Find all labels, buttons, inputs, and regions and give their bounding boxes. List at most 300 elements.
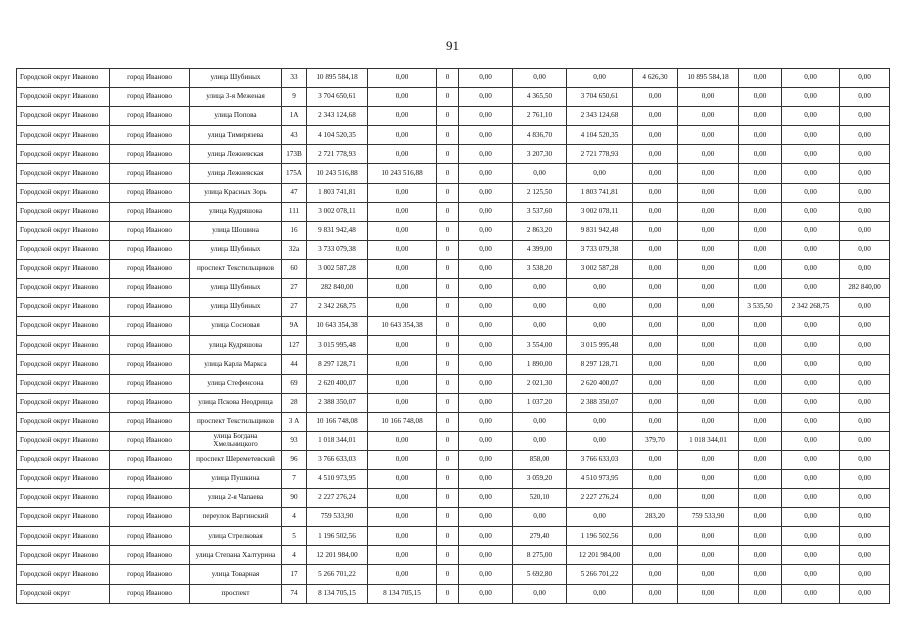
amount-col-14-cell: 0,00	[782, 126, 840, 145]
area-col-13-cell: 0,00	[739, 202, 782, 221]
amount-col-6-cell: 0,00	[368, 374, 437, 393]
street-cell: улица Пскова Неодрища	[190, 393, 282, 412]
total-cost-cell: 8 134 705,15	[307, 584, 368, 603]
settlement-cell: город Иваново	[110, 469, 190, 488]
table-row	[17, 393, 890, 412]
municipality-cell: Городской округ	[17, 584, 110, 603]
table-row	[17, 527, 890, 546]
area-col-9-cell: 0,00	[513, 431, 567, 450]
amount-col-14-cell: 0,00	[782, 88, 840, 107]
area-col-13-cell: 0,00	[739, 584, 782, 603]
amount-col-6-cell: 0,00	[368, 450, 437, 469]
count-col-7-cell: 0	[437, 565, 459, 584]
total-cost-cell: 3 704 650,61	[307, 88, 368, 107]
amount-col-12-cell: 0,00	[678, 145, 739, 164]
count-col-7-cell: 0	[437, 145, 459, 164]
area-col-13-cell: 0,00	[739, 469, 782, 488]
amount-col-8-cell: 0,00	[459, 431, 513, 450]
total-cost-cell: 10 166 748,08	[307, 412, 368, 431]
table-row	[17, 546, 890, 565]
area-col-13-cell: 0,00	[739, 546, 782, 565]
street-cell: улица Шубиных	[190, 69, 282, 88]
street-cell: улица Пушкина	[190, 469, 282, 488]
area-col-11-cell: 0,00	[633, 317, 678, 336]
amount-col-15-cell: 0,00	[840, 489, 890, 508]
amount-col-6-cell: 0,00	[368, 88, 437, 107]
settlement-cell: город Иваново	[110, 202, 190, 221]
area-col-13-cell: 0,00	[739, 527, 782, 546]
total-cost-cell: 1 018 344,01	[307, 431, 368, 450]
table-row	[17, 221, 890, 240]
area-col-11-cell: 0,00	[633, 259, 678, 278]
amount-col-14-cell: 0,00	[782, 412, 840, 431]
area-col-11-cell: 0,00	[633, 126, 678, 145]
amount-col-6-cell: 0,00	[368, 565, 437, 584]
area-col-13-cell: 3 535,50	[739, 298, 782, 317]
amount-col-10-cell: 0,00	[567, 584, 633, 603]
amount-col-8-cell: 0,00	[459, 336, 513, 355]
area-col-11-cell: 0,00	[633, 527, 678, 546]
table-row	[17, 240, 890, 259]
municipality-cell: Городской округ Иваново	[17, 88, 110, 107]
house-number-cell: 74	[282, 584, 307, 603]
area-col-13-cell: 0,00	[739, 412, 782, 431]
amount-col-6-cell: 10 243 516,88	[368, 164, 437, 183]
amount-col-15-cell: 0,00	[840, 164, 890, 183]
street-cell: улица Попова	[190, 107, 282, 126]
amount-col-12-cell: 0,00	[678, 584, 739, 603]
total-cost-cell: 10 643 354,38	[307, 317, 368, 336]
amount-col-15-cell: 0,00	[840, 336, 890, 355]
area-col-13-cell: 0,00	[739, 508, 782, 527]
amount-col-14-cell: 0,00	[782, 145, 840, 164]
count-col-7-cell: 0	[437, 393, 459, 412]
amount-col-15-cell: 0,00	[840, 126, 890, 145]
amount-col-8-cell: 0,00	[459, 126, 513, 145]
amount-col-6-cell: 0,00	[368, 259, 437, 278]
count-col-7-cell: 0	[437, 336, 459, 355]
settlement-cell: город Иваново	[110, 298, 190, 317]
amount-col-14-cell: 0,00	[782, 431, 840, 450]
amount-col-6-cell: 8 134 705,15	[368, 584, 437, 603]
area-col-13-cell: 0,00	[739, 183, 782, 202]
amount-col-6-cell: 0,00	[368, 279, 437, 298]
municipality-cell: Городской округ Иваново	[17, 527, 110, 546]
street-cell: улица Красных Зорь	[190, 183, 282, 202]
street-cell: проспект Текстильщиков	[190, 259, 282, 278]
amount-col-6-cell: 0,00	[368, 527, 437, 546]
amount-col-10-cell: 0,00	[567, 317, 633, 336]
amount-col-10-cell: 4 104 520,35	[567, 126, 633, 145]
table-row	[17, 298, 890, 317]
house-number-cell: 1А	[282, 107, 307, 126]
amount-col-10-cell: 2 227 276,24	[567, 489, 633, 508]
amount-col-15-cell: 0,00	[840, 565, 890, 584]
table-row	[17, 164, 890, 183]
amount-col-14-cell: 0,00	[782, 527, 840, 546]
area-col-9-cell: 0,00	[513, 412, 567, 431]
settlement-cell: город Иваново	[110, 145, 190, 164]
house-number-cell: 9	[282, 88, 307, 107]
area-col-11-cell: 0,00	[633, 355, 678, 374]
area-col-13-cell: 0,00	[739, 565, 782, 584]
area-col-9-cell: 2 021,30	[513, 374, 567, 393]
amount-col-14-cell: 0,00	[782, 469, 840, 488]
total-cost-cell: 2 721 778,93	[307, 145, 368, 164]
amount-col-12-cell: 0,00	[678, 107, 739, 126]
settlement-cell: город Иваново	[110, 412, 190, 431]
area-col-13-cell: 0,00	[739, 279, 782, 298]
total-cost-cell: 3 002 587,28	[307, 259, 368, 278]
amount-col-6-cell: 0,00	[368, 240, 437, 259]
amount-col-8-cell: 0,00	[459, 584, 513, 603]
amount-col-12-cell: 0,00	[678, 450, 739, 469]
area-col-11-cell: 0,00	[633, 221, 678, 240]
settlement-cell: город Иваново	[110, 317, 190, 336]
amount-col-10-cell: 0,00	[567, 431, 633, 450]
amount-col-14-cell: 0,00	[782, 584, 840, 603]
house-number-cell: 28	[282, 393, 307, 412]
total-cost-cell: 8 297 128,71	[307, 355, 368, 374]
amount-col-6-cell: 0,00	[368, 107, 437, 126]
amount-col-8-cell: 0,00	[459, 508, 513, 527]
area-col-11-cell: 0,00	[633, 546, 678, 565]
area-col-13-cell: 0,00	[739, 126, 782, 145]
amount-col-10-cell: 0,00	[567, 69, 633, 88]
amount-col-10-cell: 3 002 078,11	[567, 202, 633, 221]
amount-col-10-cell: 5 266 701,22	[567, 565, 633, 584]
amount-col-8-cell: 0,00	[459, 565, 513, 584]
amount-col-12-cell: 0,00	[678, 202, 739, 221]
amount-col-10-cell: 3 015 995,48	[567, 336, 633, 355]
area-col-9-cell: 3 059,20	[513, 469, 567, 488]
count-col-7-cell: 0	[437, 259, 459, 278]
amount-col-6-cell: 0,00	[368, 183, 437, 202]
area-col-9-cell: 3 538,20	[513, 259, 567, 278]
amount-col-15-cell: 0,00	[840, 584, 890, 603]
amount-col-12-cell: 10 895 584,18	[678, 69, 739, 88]
total-cost-cell: 9 831 942,48	[307, 221, 368, 240]
amount-col-10-cell: 9 831 942,48	[567, 221, 633, 240]
area-col-11-cell: 0,00	[633, 240, 678, 259]
area-col-11-cell: 0,00	[633, 164, 678, 183]
settlement-cell: город Иваново	[110, 584, 190, 603]
house-number-cell: 27	[282, 279, 307, 298]
amount-col-6-cell: 0,00	[368, 202, 437, 221]
total-cost-cell: 4 104 520,35	[307, 126, 368, 145]
amount-col-6-cell: 0,00	[368, 508, 437, 527]
settlement-cell: город Иваново	[110, 279, 190, 298]
municipality-cell: Городской округ Иваново	[17, 508, 110, 527]
amount-col-8-cell: 0,00	[459, 355, 513, 374]
amount-col-15-cell: 0,00	[840, 469, 890, 488]
amount-col-10-cell: 1 803 741,81	[567, 183, 633, 202]
amount-col-6-cell: 10 166 748,08	[368, 412, 437, 431]
street-cell: улица Кудряшова	[190, 202, 282, 221]
settlement-cell: город Иваново	[110, 69, 190, 88]
area-col-11-cell: 0,00	[633, 412, 678, 431]
amount-col-6-cell: 0,00	[368, 126, 437, 145]
amount-col-15-cell: 0,00	[840, 145, 890, 164]
street-cell: улица Сосновая	[190, 317, 282, 336]
amount-col-14-cell: 0,00	[782, 393, 840, 412]
amount-col-14-cell: 0,00	[782, 355, 840, 374]
amount-col-14-cell: 0,00	[782, 240, 840, 259]
amount-col-10-cell: 2 721 778,93	[567, 145, 633, 164]
amount-col-10-cell: 3 704 650,61	[567, 88, 633, 107]
house-number-cell: 69	[282, 374, 307, 393]
total-cost-cell: 10 243 516,88	[307, 164, 368, 183]
area-col-13-cell: 0,00	[739, 393, 782, 412]
amount-col-6-cell: 0,00	[368, 546, 437, 565]
table-row	[17, 412, 890, 431]
count-col-7-cell: 0	[437, 183, 459, 202]
amount-col-8-cell: 0,00	[459, 164, 513, 183]
count-col-7-cell: 0	[437, 508, 459, 527]
amount-col-6-cell: 0,00	[368, 69, 437, 88]
area-col-13-cell: 0,00	[739, 489, 782, 508]
amount-col-12-cell: 0,00	[678, 469, 739, 488]
count-col-7-cell: 0	[437, 450, 459, 469]
street-cell: проспект Шереметевский	[190, 450, 282, 469]
area-col-9-cell: 4 836,70	[513, 126, 567, 145]
area-col-13-cell: 0,00	[739, 317, 782, 336]
total-cost-cell: 1 803 741,81	[307, 183, 368, 202]
amount-col-15-cell: 0,00	[840, 527, 890, 546]
area-col-13-cell: 0,00	[739, 336, 782, 355]
street-cell: улица Товарная	[190, 565, 282, 584]
count-col-7-cell: 0	[437, 298, 459, 317]
amount-col-10-cell: 4 510 973,95	[567, 469, 633, 488]
amount-col-14-cell: 0,00	[782, 279, 840, 298]
street-cell: улица Шошина	[190, 221, 282, 240]
house-number-cell: 90	[282, 489, 307, 508]
area-col-13-cell: 0,00	[739, 145, 782, 164]
settlement-cell: город Иваново	[110, 527, 190, 546]
count-col-7-cell: 0	[437, 107, 459, 126]
count-col-7-cell: 0	[437, 489, 459, 508]
municipality-cell: Городской округ Иваново	[17, 336, 110, 355]
amount-col-8-cell: 0,00	[459, 469, 513, 488]
amount-col-14-cell: 0,00	[782, 259, 840, 278]
amount-col-10-cell: 0,00	[567, 279, 633, 298]
street-cell: улица Кудряшова	[190, 336, 282, 355]
house-number-cell: 9А	[282, 317, 307, 336]
area-col-11-cell: 0,00	[633, 450, 678, 469]
area-col-9-cell: 0,00	[513, 69, 567, 88]
amount-col-14-cell: 0,00	[782, 202, 840, 221]
amount-col-8-cell: 0,00	[459, 412, 513, 431]
amount-col-12-cell: 0,00	[678, 317, 739, 336]
house-number-cell: 93	[282, 431, 307, 450]
amount-col-14-cell: 0,00	[782, 183, 840, 202]
area-col-9-cell: 0,00	[513, 508, 567, 527]
settlement-cell: город Иваново	[110, 374, 190, 393]
amount-col-10-cell: 3 733 079,38	[567, 240, 633, 259]
street-cell: улица 3-я Меженая	[190, 88, 282, 107]
municipality-cell: Городской округ Иваново	[17, 546, 110, 565]
municipality-cell: Городской округ Иваново	[17, 183, 110, 202]
settlement-cell: город Иваново	[110, 450, 190, 469]
municipality-cell: Городской округ Иваново	[17, 145, 110, 164]
amount-col-6-cell: 0,00	[368, 221, 437, 240]
total-cost-cell: 2 343 124,68	[307, 107, 368, 126]
total-cost-cell: 3 002 078,11	[307, 202, 368, 221]
area-col-13-cell: 0,00	[739, 259, 782, 278]
area-col-11-cell: 0,00	[633, 374, 678, 393]
total-cost-cell: 3 733 079,38	[307, 240, 368, 259]
municipality-cell: Городской округ Иваново	[17, 565, 110, 584]
total-cost-cell: 1 196 502,56	[307, 527, 368, 546]
count-col-7-cell: 0	[437, 374, 459, 393]
house-number-cell: 33	[282, 69, 307, 88]
count-col-7-cell: 0	[437, 88, 459, 107]
data-table	[16, 68, 890, 604]
settlement-cell: город Иваново	[110, 259, 190, 278]
area-col-9-cell: 2 863,20	[513, 221, 567, 240]
amount-col-15-cell: 0,00	[840, 450, 890, 469]
municipality-cell: Городской округ Иваново	[17, 298, 110, 317]
area-col-13-cell: 0,00	[739, 221, 782, 240]
amount-col-12-cell: 0,00	[678, 565, 739, 584]
amount-col-8-cell: 0,00	[459, 374, 513, 393]
amount-col-15-cell: 0,00	[840, 240, 890, 259]
area-col-13-cell: 0,00	[739, 69, 782, 88]
area-col-11-cell: 4 626,30	[633, 69, 678, 88]
amount-col-6-cell: 0,00	[368, 298, 437, 317]
municipality-cell: Городской округ Иваново	[17, 107, 110, 126]
street-cell: улица Карла Маркса	[190, 355, 282, 374]
total-cost-cell: 282 840,00	[307, 279, 368, 298]
house-number-cell: 47	[282, 183, 307, 202]
area-col-9-cell: 0,00	[513, 298, 567, 317]
area-col-9-cell: 3 207,30	[513, 145, 567, 164]
area-col-11-cell: 0,00	[633, 298, 678, 317]
amount-col-14-cell: 0,00	[782, 164, 840, 183]
amount-col-15-cell: 0,00	[840, 88, 890, 107]
count-col-7-cell: 0	[437, 69, 459, 88]
house-number-cell: 7	[282, 469, 307, 488]
area-col-9-cell: 1 037,20	[513, 393, 567, 412]
house-number-cell: 111	[282, 202, 307, 221]
street-cell: улица Лежневская	[190, 145, 282, 164]
area-col-9-cell: 858,00	[513, 450, 567, 469]
amount-col-10-cell: 3 002 587,28	[567, 259, 633, 278]
count-col-7-cell: 0	[437, 164, 459, 183]
municipality-cell: Городской округ Иваново	[17, 126, 110, 145]
settlement-cell: город Иваново	[110, 183, 190, 202]
amount-col-8-cell: 0,00	[459, 546, 513, 565]
street-cell: проспект	[190, 584, 282, 603]
amount-col-8-cell: 0,00	[459, 240, 513, 259]
settlement-cell: город Иваново	[110, 489, 190, 508]
area-col-11-cell: 0,00	[633, 183, 678, 202]
table-row	[17, 374, 890, 393]
total-cost-cell: 2 388 350,07	[307, 393, 368, 412]
page-number: 91	[446, 38, 459, 53]
settlement-cell: город Иваново	[110, 546, 190, 565]
area-col-11-cell: 0,00	[633, 279, 678, 298]
settlement-cell: город Иваново	[110, 240, 190, 259]
amount-col-15-cell: 0,00	[840, 412, 890, 431]
amount-col-15-cell: 0,00	[840, 221, 890, 240]
table-row	[17, 107, 890, 126]
amount-col-6-cell: 0,00	[368, 489, 437, 508]
amount-col-6-cell: 0,00	[368, 431, 437, 450]
amount-col-8-cell: 0,00	[459, 259, 513, 278]
area-col-11-cell: 0,00	[633, 469, 678, 488]
area-col-9-cell: 2 761,10	[513, 107, 567, 126]
table-row	[17, 584, 890, 603]
table-row	[17, 469, 890, 488]
amount-col-8-cell: 0,00	[459, 145, 513, 164]
amount-col-10-cell: 2 620 400,07	[567, 374, 633, 393]
settlement-cell: город Иваново	[110, 393, 190, 412]
amount-col-8-cell: 0,00	[459, 298, 513, 317]
count-col-7-cell: 0	[437, 221, 459, 240]
municipality-cell: Городской округ Иваново	[17, 279, 110, 298]
municipality-cell: Городской округ Иваново	[17, 221, 110, 240]
area-col-9-cell: 3 554,00	[513, 336, 567, 355]
amount-col-12-cell: 0,00	[678, 279, 739, 298]
amount-col-8-cell: 0,00	[459, 317, 513, 336]
amount-col-14-cell: 0,00	[782, 221, 840, 240]
area-col-13-cell: 0,00	[739, 164, 782, 183]
municipality-cell: Городской округ Иваново	[17, 69, 110, 88]
amount-col-12-cell: 0,00	[678, 240, 739, 259]
settlement-cell: город Иваново	[110, 164, 190, 183]
table-row	[17, 126, 890, 145]
amount-col-14-cell: 0,00	[782, 489, 840, 508]
area-col-13-cell: 0,00	[739, 240, 782, 259]
amount-col-14-cell: 0,00	[782, 317, 840, 336]
area-col-11-cell: 0,00	[633, 88, 678, 107]
street-cell: улица Тимирязева	[190, 126, 282, 145]
amount-col-8-cell: 0,00	[459, 489, 513, 508]
area-col-9-cell: 0,00	[513, 279, 567, 298]
amount-col-12-cell: 0,00	[678, 527, 739, 546]
table-row	[17, 69, 890, 88]
amount-col-10-cell: 0,00	[567, 508, 633, 527]
house-number-cell: 27	[282, 298, 307, 317]
municipality-cell: Городской округ Иваново	[17, 374, 110, 393]
area-col-13-cell: 0,00	[739, 431, 782, 450]
amount-col-15-cell: 0,00	[840, 202, 890, 221]
house-number-cell: 4	[282, 546, 307, 565]
total-cost-cell: 5 266 701,22	[307, 565, 368, 584]
street-cell: улица Степана Халтурина	[190, 546, 282, 565]
street-cell: улица Стрелковая	[190, 527, 282, 546]
total-cost-cell: 3 015 995,48	[307, 336, 368, 355]
area-col-13-cell: 0,00	[739, 88, 782, 107]
amount-col-14-cell: 0,00	[782, 450, 840, 469]
house-number-cell: 127	[282, 336, 307, 355]
count-col-7-cell: 0	[437, 412, 459, 431]
table-row	[17, 355, 890, 374]
settlement-cell: город Иваново	[110, 126, 190, 145]
table-row	[17, 259, 890, 278]
count-col-7-cell: 0	[437, 527, 459, 546]
area-col-11-cell: 0,00	[633, 565, 678, 584]
table-body	[17, 69, 890, 604]
settlement-cell: город Иваново	[110, 336, 190, 355]
count-col-7-cell: 0	[437, 355, 459, 374]
amount-col-12-cell: 0,00	[678, 126, 739, 145]
amount-col-14-cell: 0,00	[782, 374, 840, 393]
house-number-cell: 60	[282, 259, 307, 278]
house-number-cell: 44	[282, 355, 307, 374]
house-number-cell: 175А	[282, 164, 307, 183]
